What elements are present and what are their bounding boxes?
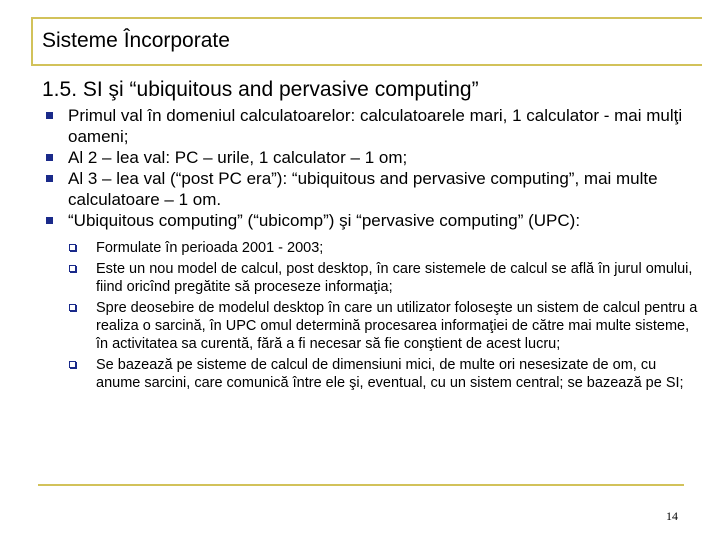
bullet-item (40, 147, 700, 168)
sub-bullet-text: Formulate în perioada 2001 - 2003; (96, 240, 324, 256)
sub-bullet-text: Spre deosebire de modelul desktop în care un utilizator foloseşte un sistem de calcul pentru a realiza o sarcină, în UPC omul determină procesarea informaţiei de către mai multe sisteme, în activitatea sa curentă, fără a fi necesar să fie conştient de acest lucru; (96, 300, 698, 352)
sub-bullet-text: Este un nou model de calcul, post desktop, în care sistemele de calcul se află în jurul omului, fiind oricînd pregătite să proceseze informaţia; (96, 261, 693, 295)
header-left-rule (31, 17, 33, 66)
square-bullet-icon (46, 217, 53, 224)
sub-bullet-item (68, 260, 700, 296)
header-bottom-rule (31, 64, 702, 66)
header-top-rule (31, 17, 702, 19)
sub-bullet-item (68, 239, 700, 257)
slide-heading: 1.5. SI şi “ubiquitous and pervasive computing” (42, 78, 479, 101)
hollow-square-bullet-icon (69, 265, 76, 272)
bullet-text: “Ubiquitous computing” (“ubicomp”) şi “pervasive computing” (UPC): (68, 211, 581, 230)
bullet-text: Primul val în domeniul calculatoarelor: calculatoarele mari, 1 calculator - mai mulţi oameni; (68, 106, 683, 146)
bullet-item (40, 105, 700, 147)
bullet-text: Al 3 – lea val (“post PC era”): “ubiquitous and pervasive computing”, mai multe calculatoare – 1 om. (68, 169, 658, 209)
sub-bullet-text: Se bazează pe sisteme de calcul de dimensiuni mici, de multe ori nesesizate de om, cu anume sarcini, care comunică între ele şi, eventual, cu un sistem central; se bazează pe SI; (96, 357, 684, 391)
bullet-text: Al 2 – lea val: PC – urile, 1 calculator – 1 om; (68, 148, 408, 167)
hollow-square-bullet-icon (69, 244, 76, 251)
square-bullet-icon (46, 175, 53, 182)
footer-rule (38, 484, 684, 486)
sub-bullet-item (68, 299, 700, 353)
sub-bullet-list (68, 239, 700, 392)
square-bullet-icon (46, 112, 53, 119)
hollow-square-bullet-icon (69, 361, 76, 368)
hollow-square-bullet-icon (69, 304, 76, 311)
bullet-list (40, 105, 700, 395)
bullet-item (40, 210, 700, 392)
sub-bullet-item (68, 356, 700, 392)
square-bullet-icon (46, 154, 53, 161)
page-number: 14 (666, 509, 678, 523)
bullet-item (40, 168, 700, 210)
header-title: Sisteme Încorporate (42, 29, 230, 52)
